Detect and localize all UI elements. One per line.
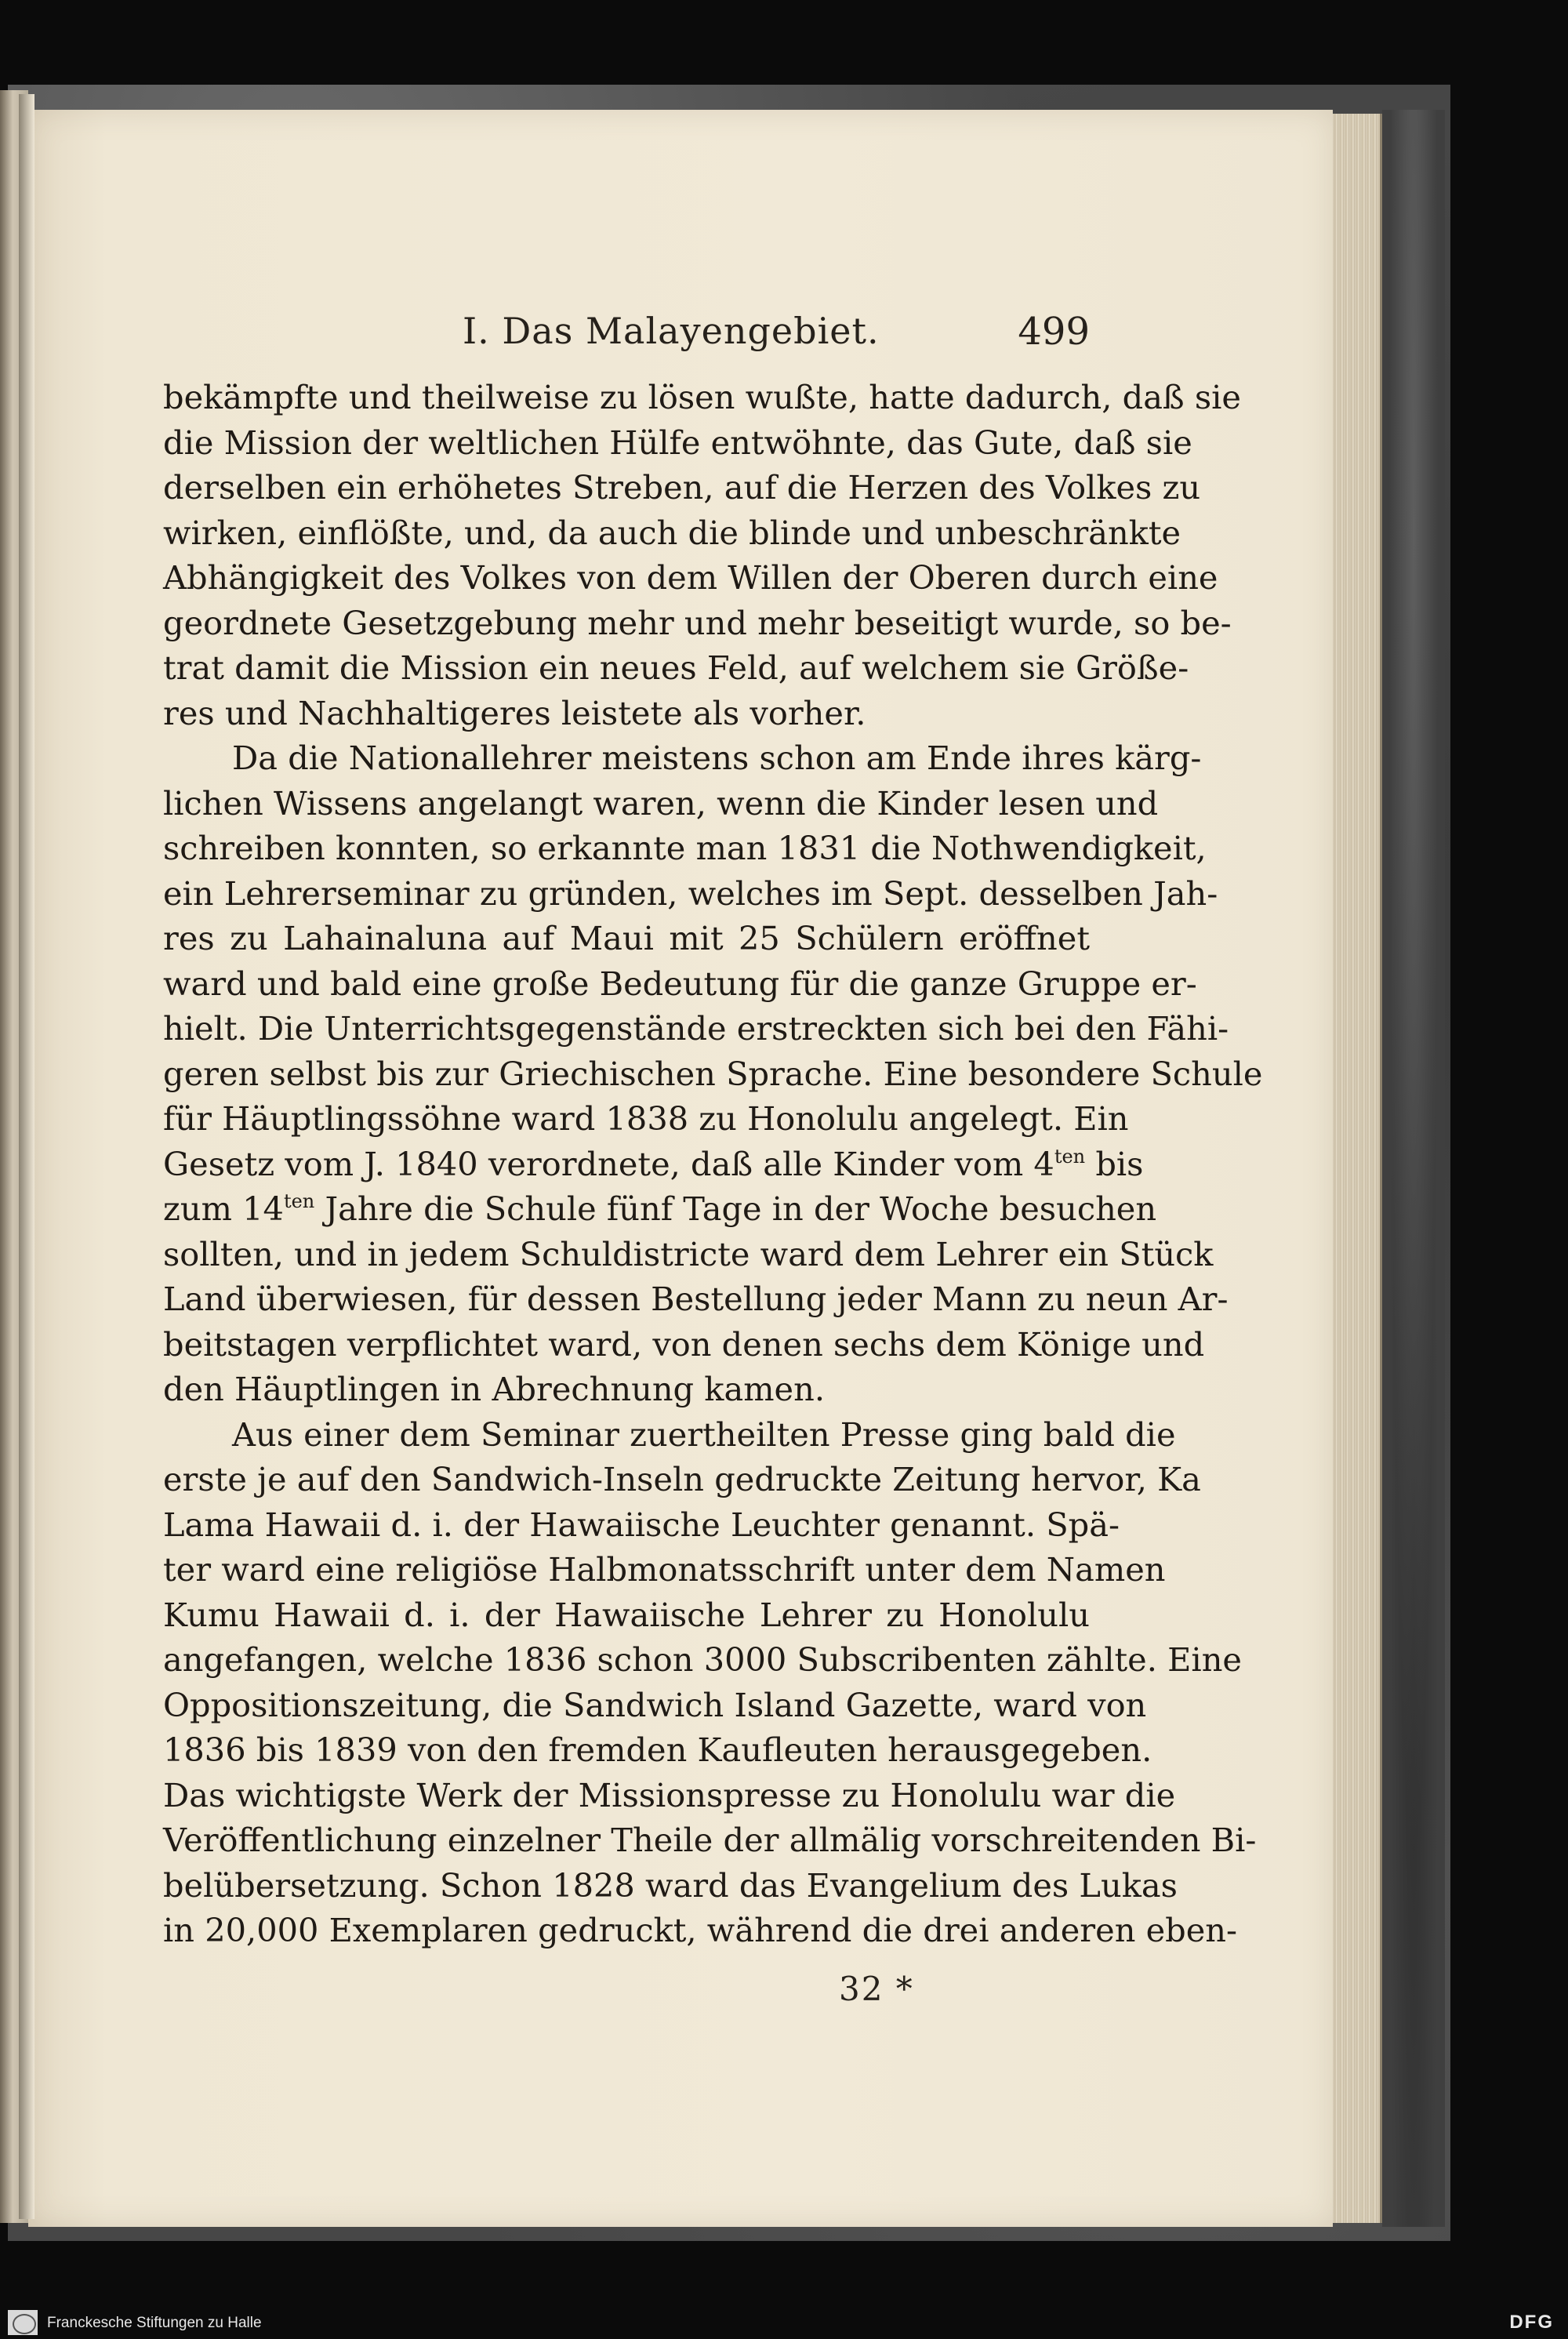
text-line: lichen Wissens angelangt waren, wenn die Kinder lesen und — [163, 783, 1159, 823]
text-line: Abhängigkeit des Volkes von dem Willen der Oberen durch eine — [163, 558, 1218, 597]
text-line: angefangen, welche 1836 schon 3000 Subscribenten zählte. Eine — [163, 1640, 1242, 1679]
line-segment: Gesetz vom J. 1840 verordnete, daß alle Kinder vom 4 — [163, 1144, 1054, 1183]
line-segment: zum 14 — [163, 1189, 284, 1228]
text-line: bekämpfte und theilweise zu lösen wußte, hatte dadurch, daß sie — [163, 378, 1241, 416]
text-line: derselben ein erhöhetes Streben, auf die Herzen des Volkes zu — [163, 468, 1201, 507]
text-line: sollten, und in jedem Schuldistricte ward dem Lehrer ein Stück — [163, 1234, 1214, 1273]
cover-edge — [1382, 110, 1445, 2227]
text-line: Das wichtigste Werk der Missionspresse zu Honolulu war die — [163, 1775, 1176, 1814]
text-line: Lama Hawaii d. i. der Hawaiische Leuchter genannt. Spä- — [163, 1505, 1120, 1544]
signature-mark: 32 * — [839, 1970, 914, 2008]
text-line: geordnete Gesetzgebung mehr und mehr beseitigt wurde, so be- — [163, 603, 1232, 642]
text-line: in 20,000 Exemplaren gedruckt, während die drei anderen eben- — [163, 1911, 1238, 1949]
text-line-superscript — [163, 1186, 1157, 1232]
text-line: res zu Lahainaluna auf Maui mit 25 Schülern eröffnet — [163, 919, 1090, 957]
superscript: ten — [1054, 1145, 1086, 1168]
stacked-page-edges — [1333, 114, 1382, 2223]
chapter-title: I. Das Malayengebiet. — [463, 310, 880, 352]
text-line: belübersetzung. Schon 1828 ward das Evangelium des Lukas — [163, 1865, 1178, 1905]
text-line: beitstagen verpflichtet ward, von denen sechs dem Könige und — [163, 1324, 1205, 1364]
paragraph-end-line: den Häuptlingen in Abrechnung kamen. — [163, 1370, 826, 1408]
paragraph-end-line: res und Nachhaltigeres leistete als vorher. — [163, 693, 866, 732]
text-line: wirken, einflößte, und, da auch die blinde und unbeschränkte — [163, 513, 1181, 552]
text-line: hielt. Die Unterrichtsgegenstände erstreckten sich bei den Fähi- — [163, 1009, 1229, 1048]
text-line: ein Lehrerseminar zu gründen, welches im Sept. desselben Jah- — [163, 873, 1218, 913]
text-line: ter ward eine religiöse Halbmonatsschrift unter dem Namen — [163, 1550, 1166, 1589]
institution-name: Franckesche Stiftungen zu Halle — [47, 2315, 262, 2331]
text-line: Veröffentlichung einzelner Theile der allmälig vorschreitenden Bi- — [163, 1821, 1257, 1859]
running-head — [165, 310, 1090, 357]
line-segment: Jahre die Schule fünf Tage in der Woche besuchen — [314, 1189, 1157, 1228]
text-line: trat damit die Mission ein neues Feld, auf welchem sie Größe- — [163, 648, 1189, 687]
page-gutter — [19, 94, 34, 2219]
text-line-superscript — [163, 1142, 1144, 1187]
institution-logo-icon — [8, 2310, 38, 2335]
text-line: geren selbst bis zur Griechischen Sprache. Eine besondere Schule — [163, 1054, 1263, 1093]
text-line: schreiben konnten, so erkannte man 1831 die Nothwendigkeit, — [163, 829, 1207, 867]
text-line: ward und bald eine große Bedeutung für die ganze Gruppe er- — [163, 964, 1197, 1003]
text-line: die Mission der weltlichen Hülfe entwöhnte, das Gute, daß sie — [163, 423, 1192, 462]
text-line: erste je auf den Sandwich-Inseln gedruckte Zeitung hervor, Ka — [163, 1460, 1201, 1498]
paragraph-start-line: Aus einer dem Seminar zuertheilten Presse ging bald die — [232, 1415, 1176, 1454]
page-number: 499 — [1018, 310, 1090, 354]
text-line: 1836 bis 1839 von den fremden Kaufleuten herausgegeben. — [163, 1731, 1152, 1769]
text-line: Kumu Hawaii d. i. der Hawaiische Lehrer zu Honolulu — [163, 1595, 1090, 1634]
superscript: ten — [283, 1190, 315, 1212]
text-line: für Häuptlingssöhne ward 1838 zu Honolulu angelegt. Ein — [163, 1099, 1129, 1138]
dfg-logo: DFG — [1509, 2312, 1554, 2333]
paragraph-start-line: Da die Nationallehrer meistens schon am Ende ihres kärg- — [232, 739, 1202, 777]
text-line: Oppositionszeitung, die Sandwich Island Gazette, ward von — [163, 1685, 1147, 1724]
body-text — [163, 375, 1263, 1953]
line-segment: bis — [1085, 1144, 1144, 1183]
text-line: Land überwiesen, für dessen Bestellung jeder Mann zu neun Ar- — [163, 1280, 1229, 1318]
